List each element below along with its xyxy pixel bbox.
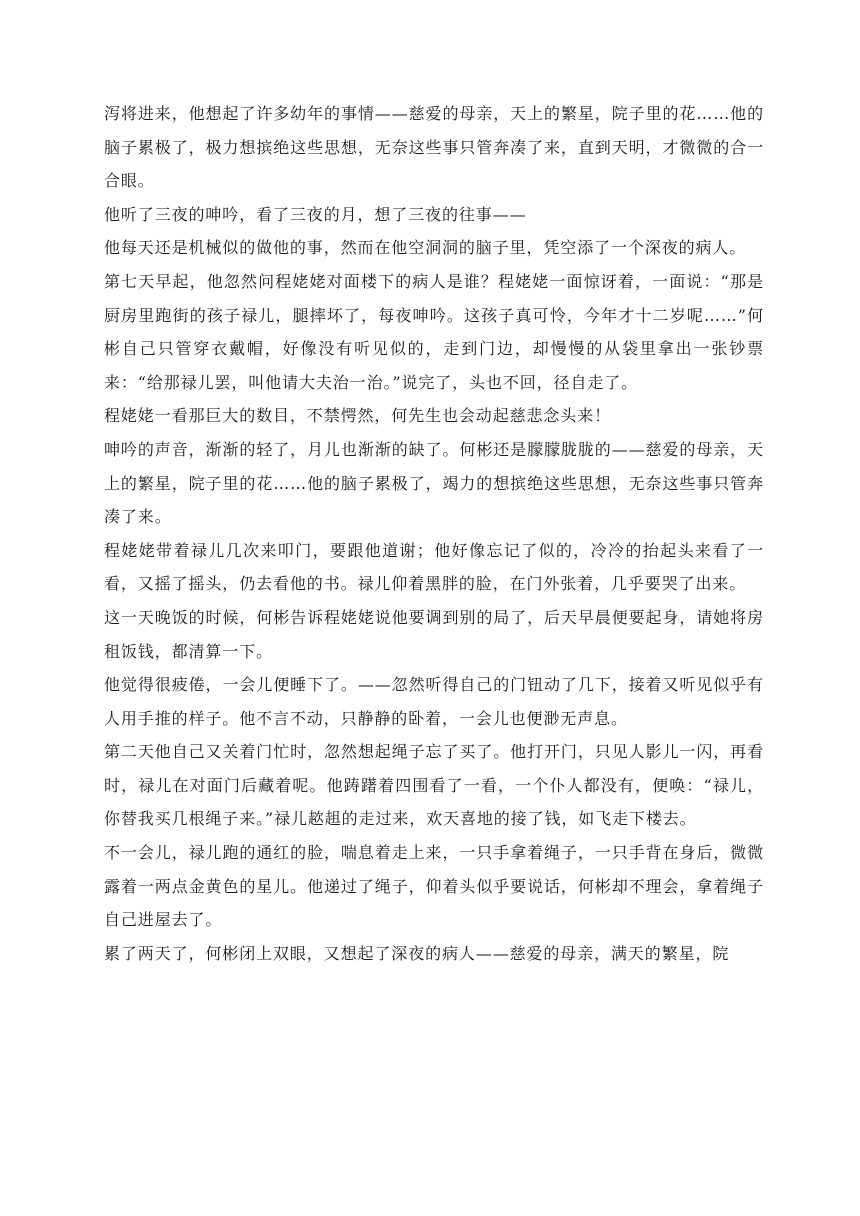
paragraph-5: 程姥姥一看那巨大的数目，不禁愕然，何先生也会动起慈悲念头来！ (104, 406, 612, 426)
paragraph-7: 程姥姥带着禄儿几次来叩门，要跟他道谢；他好像忘记了似的，冷冷的抬起头来看了一看，又摇了摇头，仍去看他的书。禄儿仰着黑胖的脸，在门外张着，几乎要哭了出来。 (104, 540, 764, 594)
paragraph-11: 不一会儿，禄儿跑的通红的脸，喘息着走上来，一只手拿着绳子，一只手背在身后，微微露着一两点金黄色的星儿。他递过了绳子，仰着头似乎要说话，何彬却不理会，拿着绳子自己进屋去了。 (104, 843, 764, 930)
paragraph-2: 他听了三夜的呻吟，看了三夜的月，想了三夜的往事—— (104, 204, 527, 224)
paragraph-8: 这一天晚饭的时候，何彬告诉程姥姥说他要调到别的局了，后天早晨便要起身，请她将房租饭钱，都清算一下。 (104, 607, 764, 661)
paragraph-6: 呻吟的声音，渐渐的轻了，月儿也渐渐的缺了。何彬还是朦朦胧胧的——慈爱的母亲，天上的繁星，院子里的花……他的脑子累极了，竭力的想摈绝这些思想，无奈这些事只管奔凑了来。 (104, 439, 764, 527)
paragraph-3: 他每天还是机械似的做他的事，然而在他空洞洞的脑子里，凭空添了一个深夜的病人。 (104, 238, 747, 258)
paragraph-12: 累了两天了，何彬闭上双眼，又想起了深夜的病人——慈爱的母亲，满天的繁星，院 (104, 943, 730, 963)
paragraph-10: 第二天他自己又关着门忙时，忽然想起绳子忘了买了。他打开门，只见人影儿一闪，再看时，禄儿在对面门后藏着呢。他踌躇着四围看了一看，一个仆人都没有，便唤：“禄儿，你替我买几根绳子来。”禄儿趑趄的走过来，欢天喜地的接了钱，如飞走下楼去。 (104, 742, 764, 829)
body-text (104, 97, 764, 970)
paragraph-4: 第七天早起，他忽然问程姥姥对面楼下的病人是谁？程姥姥一面惊讶着，一面说：“那是厨房里跑街的孩子禄儿，腿摔坏了，每夜呻吟。这孩子真可怜，今年才十二岁呢……”何彬自己只管穿衣戴帽，好像没有听见似的，走到门边，却慢慢的从袋里拿出一张钞票来：“给那禄儿罢，叫他请大夫治一治。”说完了，头也不回，径自走了。 (104, 271, 764, 392)
paragraph-9: 他觉得很疲倦，一会儿便睡下了。——忽然听得自己的门钮动了几下，接着又听见似乎有人用手推的样子。他不言不动，只静静的卧着，一会儿也便渺无声息。 (104, 675, 764, 728)
paragraph-1: 泻将进来，他想起了许多幼年的事情——慈爱的母亲，天上的繁星，院子里的花……他的脑子累极了，极力想摈绝这些思想，无奈这些事只管奔凑了来，直到天明，才微微的合一合眼。 (104, 104, 764, 191)
